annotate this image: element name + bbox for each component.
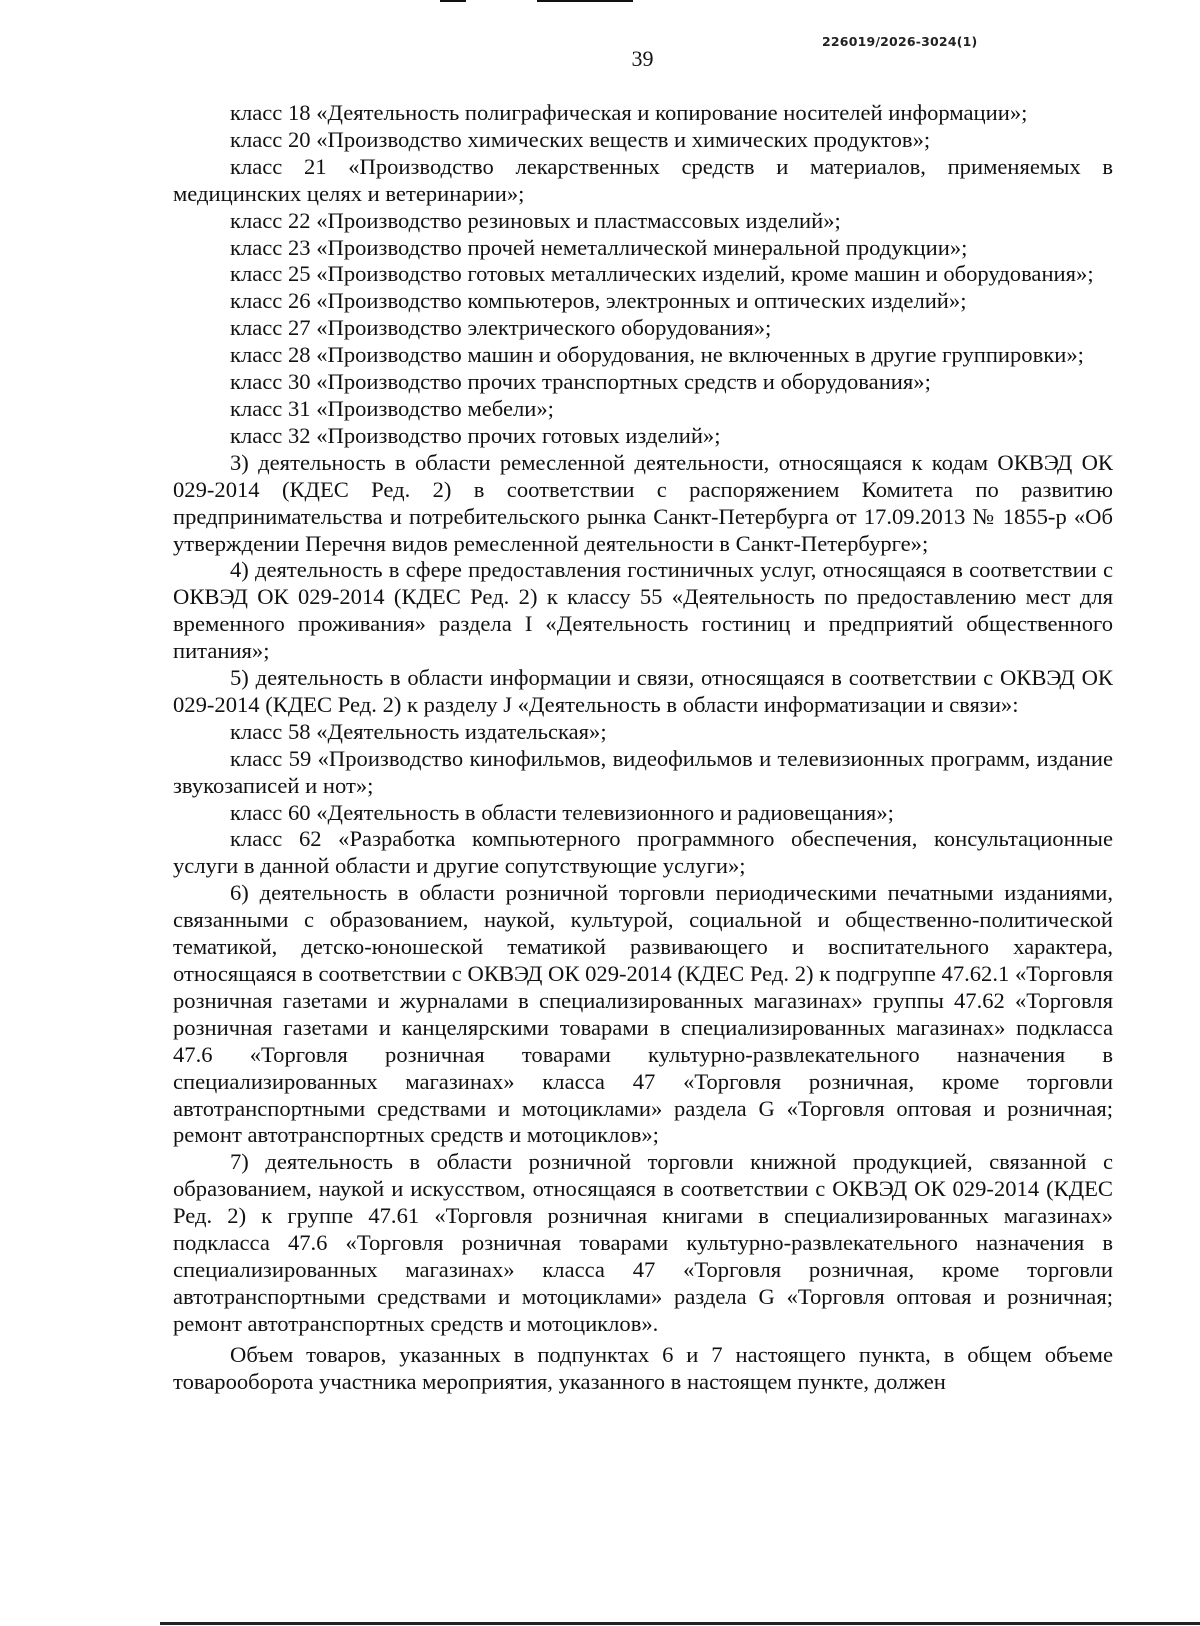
paragraph: класс 30 «Производство прочих транспортных средств и оборудования»; [230,369,931,395]
paragraph: класс 28 «Производство машин и оборудования, не включенных в другие группировки»; [230,342,1084,368]
paragraph: класс 31 «Производство мебели»; [230,395,554,421]
paragraph: 7) деятельность в области розничной торговли книжной продукцией, связанной с образованием, наукой и искусством, относящаяся в соответствии с ОКВЭД ОК 029-2014 (КДЕС Ред. 2) к группе 47.61 «Торговля розничная книгами в специализированных магазинах» подкласса 47.6 «Торговля розничная товарами культурно-развлекательного назначения в специализированных магазинах» класса 47 «Торговля розничная, кроме торговли автотранспортными средствами и мотоциклами» раздела G «Торговля оптовая и розничная; ремонт автотранспортных средств и мотоциклов». [173,1149,1113,1336]
scan-artifact-top-right [537,0,633,2]
scan-artifact-bottom [160,1622,1200,1625]
paragraph: 5) деятельность в области информации и связи, относящаяся в соответствии с ОКВЭД ОК 029-2014 (КДЕС Ред. 2) к разделу J «Деятельность в области информатизации и связи»: [173,665,1113,717]
paragraph: класс 18 «Деятельность полиграфическая и копирование носителей информации»; [230,100,1028,125]
paragraph: класс 32 «Производство прочих готовых изделий»; [230,422,721,448]
paragraph: 6) деятельность в области розничной торговли периодическими печатными изданиями, связанными с образованием, наукой, культурой, социальной и общественно-политической тематикой, детско-юношеской тематикой развивающего и воспитательного характера, относящаяся в соответствии с ОКВЭД ОК 029-2014 (КДЕС Ред. 2) к подгруппе 47.62.1 «Торговля розничная газетами и журналами в специализированных магазинах» группы 47.62 «Торговля розничная газетами и канцелярскими товарами в специализированных магазинах» подкласса 47.6 «Торговля розничная товарами культурно-развлекательного назначения в специализированных магазинах» класса 47 «Торговля розничная, кроме торговли автотранспортными средствами и мотоциклами» раздела G «Торговля оптовая и розничная; ремонт автотранспортных средств и мотоциклов»; [173,880,1113,1148]
paragraph: класс 58 «Деятельность издательская»; [230,718,607,744]
paragraph: класс 25 «Производство готовых металлических изделий, кроме машин и оборудования»; [230,261,1094,287]
scan-artifact-top-left [440,0,466,2]
paragraph: 3) деятельность в области ремесленной деятельности, относящаяся к кодам ОКВЭД ОК 029-2014 (КДЕС Ред. 2) в соответствии с распоряжением Комитета по развитию предпринимательства и потребительского рынка Санкт-Петербурга от 17.09.2013 № 1855-р «Об утверждении Перечня видов ремесленной деятельности в Санкт-Петербурге»; [173,449,1113,556]
page-number: 39 [631,46,654,71]
document-body [173,100,1113,1396]
paragraph: класс 22 «Производство резиновых и пластмассовых изделий»; [230,207,841,233]
paragraph: 4) деятельность в сфере предоставления гостиничных услуг, относящаяся в соответствии с ОКВЭД ОК 029-2014 (КДЕС Ред. 2) к классу 55 «Деятельность по предоставлению мест для временного проживания» раздела I «Деятельность гостиниц и предприятий общественного питания»; [173,557,1113,664]
paragraph: класс 21 «Производство лекарственных средств и материалов, применяемых в медицинских целях и ветеринарии»; [173,153,1113,206]
paragraph: класс 62 «Разработка компьютерного программного обеспечения, консультационные услуги в данной области и другие сопутствующие услуги»; [173,826,1113,879]
paragraph: класс 20 «Производство химических веществ и химических продуктов»; [230,126,931,152]
document-id: 226019/2026-3024(1) [822,34,978,49]
paragraph: Объем товаров, указанных в подпунктах 6 и 7 настоящего пункта, в общем объеме товарооборота участника мероприятия, указанного в настоящем пункте, должен [173,1341,1113,1394]
paragraph: класс 23 «Производство прочей неметаллической минеральной продукции»; [230,234,968,260]
paragraph: класс 60 «Деятельность в области телевизионного и радиовещания»; [230,799,894,825]
paragraph: класс 59 «Производство кинофильмов, видеофильмов и телевизионных программ, издание звукозаписей и нот»; [173,745,1113,798]
paragraph: класс 26 «Производство компьютеров, электронных и оптических изделий»; [230,288,967,314]
paragraph: класс 27 «Производство электрического оборудования»; [230,315,772,341]
